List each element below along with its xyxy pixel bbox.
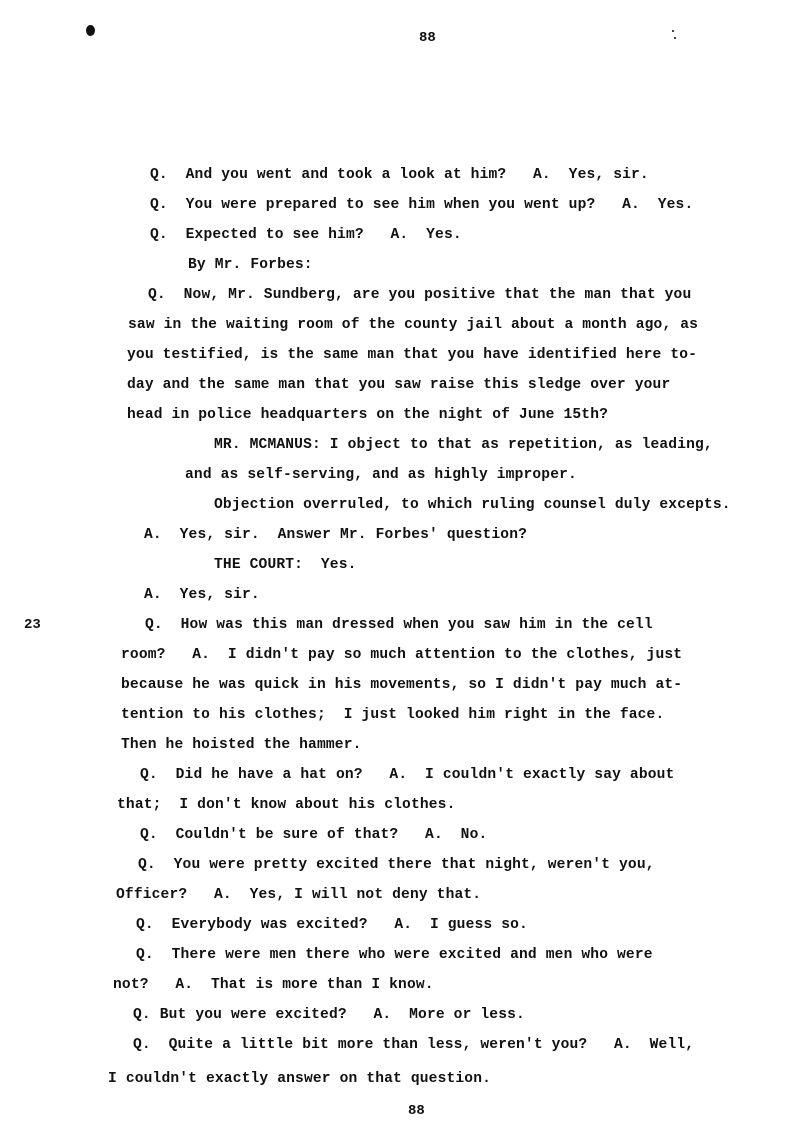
transcript-line: tention to his clothes; I just looked him right in the face. [121, 707, 665, 723]
transcript-line: saw in the waiting room of the county jail about a month ago, as [128, 317, 699, 333]
scan-speck [674, 37, 676, 39]
transcript-line: day and the same man that you saw raise this sledge over your [127, 377, 671, 393]
transcript-line: Q. Now, Mr. Sundberg, are you positive that the man that you [148, 287, 692, 303]
transcript-line: THE COURT: Yes. [214, 557, 357, 573]
transcript-line: not? A. That is more than I know. [113, 977, 434, 993]
transcript-line: because he was quick in his movements, so I didn't pay much at- [121, 677, 683, 693]
transcript-line: Then he hoisted the hammer. [121, 737, 362, 753]
transcript-line: Objection overruled, to which ruling counsel duly excepts. [214, 497, 731, 513]
transcript-line: and as self-serving, and as highly improper. [185, 467, 577, 483]
transcript-line: Officer? A. Yes, I will not deny that. [116, 887, 482, 903]
transcript-line: A. Yes, sir. [144, 587, 260, 603]
transcript-line: A. Yes, sir. Answer Mr. Forbes' question? [144, 527, 528, 543]
transcript-line: Q. And you went and took a look at him? A. Yes, sir. [150, 167, 649, 183]
transcript-line: you testified, is the same man that you have identified here to- [127, 347, 698, 363]
transcript-line: Q. How was this man dressed when you saw him in the cell [145, 617, 653, 633]
transcript-line: room? A. I didn't pay so much attention to the clothes, just [121, 647, 683, 663]
transcript-line: Q. Expected to see him? A. Yes. [150, 227, 462, 243]
transcript-line: head in police headquarters on the night of June 15th? [127, 407, 609, 423]
transcript-line: Q. But you were excited? A. More or less. [133, 1007, 525, 1023]
transcript-line: Q. Everybody was excited? A. I guess so. [136, 917, 528, 933]
transcript-line: Q. Couldn't be sure of that? A. No. [140, 827, 488, 843]
page-number-top: 88 [419, 30, 436, 46]
scan-speck [672, 30, 674, 32]
margin-line-number: 23 [24, 617, 41, 633]
transcript-line: Q. There were men there who were excited and men who were [136, 947, 653, 963]
transcript-line: Q. You were prepared to see him when you went up? A. Yes. [150, 197, 694, 213]
transcript-line: Q. Did he have a hat on? A. I couldn't exactly say about [140, 767, 675, 783]
punch-hole-mark [86, 25, 95, 36]
transcript-line: Q. You were pretty excited there that night, weren't you, [138, 857, 655, 873]
page-number-bottom: 88 [408, 1103, 425, 1119]
transcript-line: By Mr. Forbes: [188, 257, 313, 273]
transcript-line: Q. Quite a little bit more than less, weren't you? A. Well, [133, 1037, 695, 1053]
transcript-line: I couldn't exactly answer on that question. [108, 1071, 492, 1087]
transcript-line: MR. MCMANUS: I object to that as repetition, as leading, [214, 437, 713, 453]
transcript-line: that; I don't know about his clothes. [117, 797, 456, 813]
